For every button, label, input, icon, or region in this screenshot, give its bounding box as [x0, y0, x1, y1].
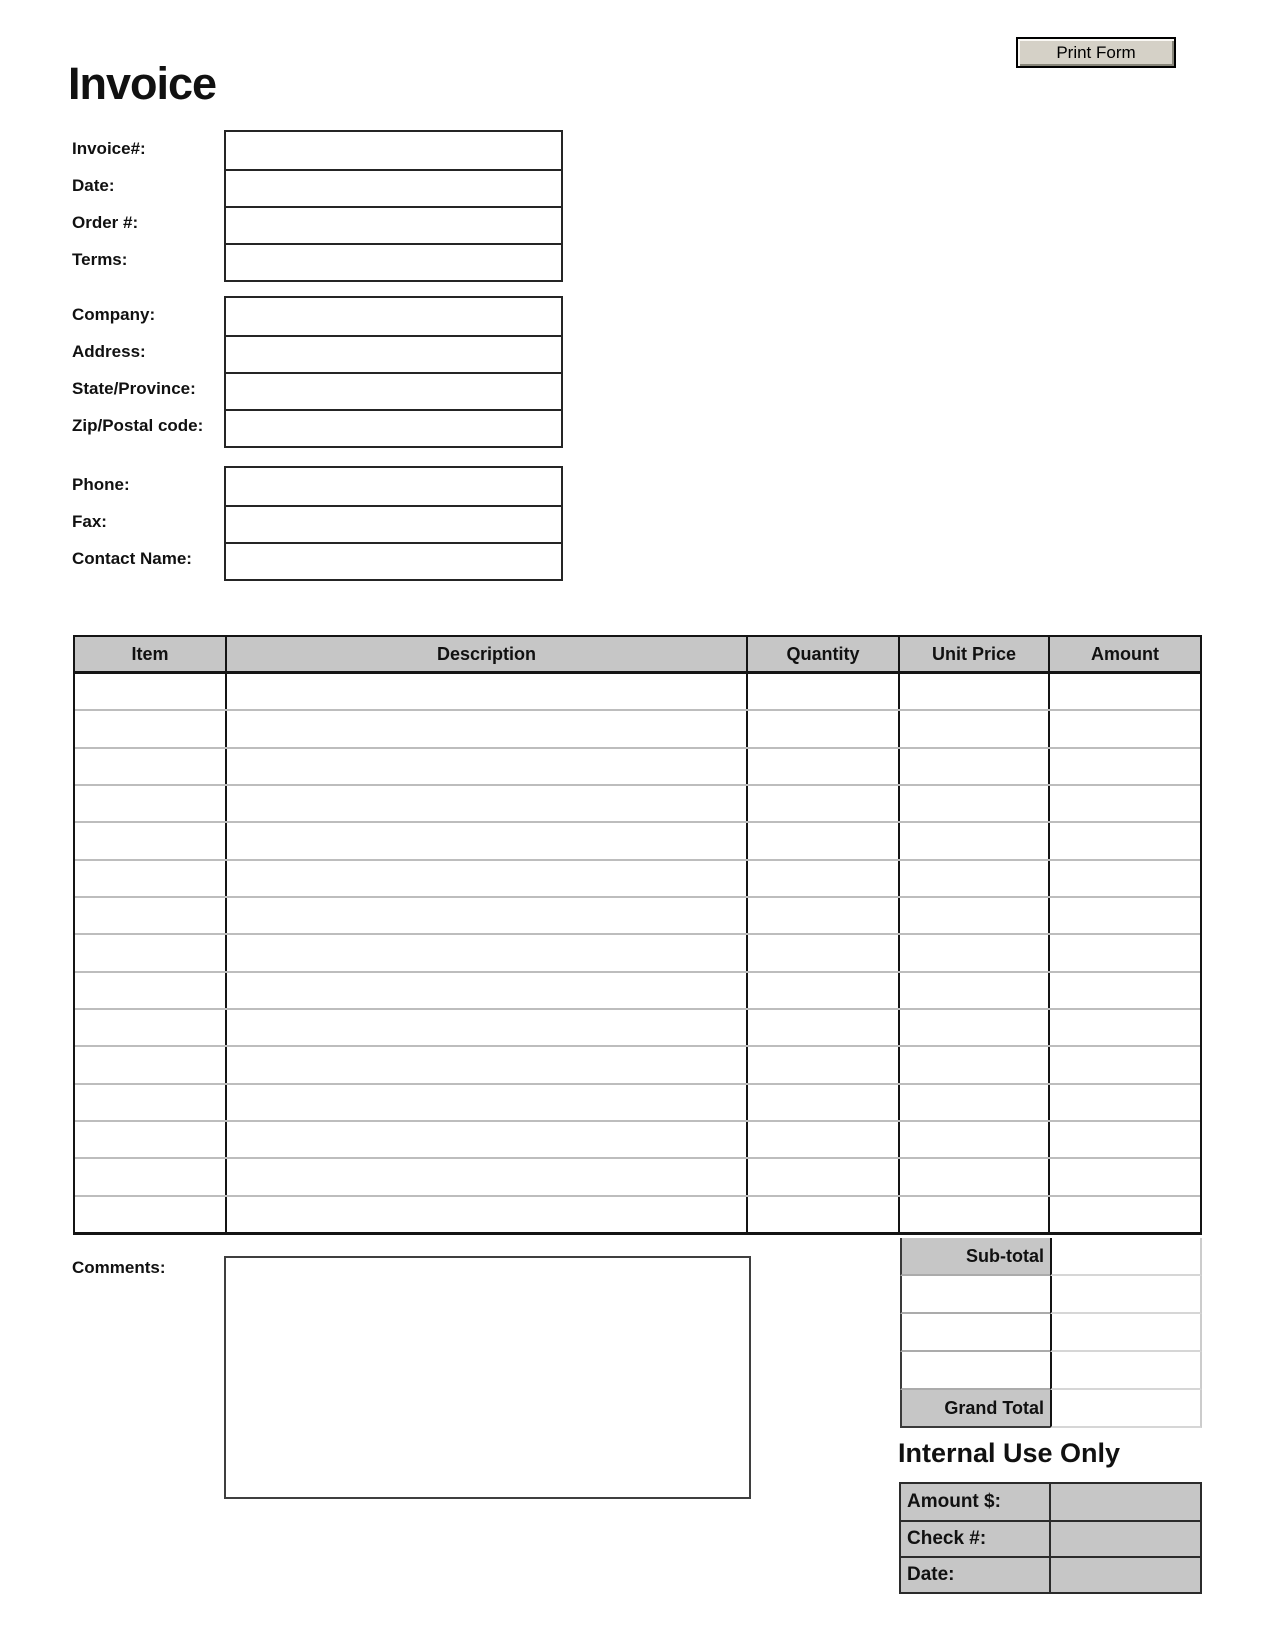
comments-label: Comments: [72, 1258, 166, 1277]
contact-name-input[interactable] [226, 542, 561, 579]
table-cell[interactable] [225, 1085, 746, 1120]
totals-spacer-value-box[interactable] [1050, 1314, 1202, 1352]
table-row [75, 896, 1200, 933]
table-cell[interactable] [75, 1010, 225, 1045]
table-cell[interactable] [1048, 823, 1200, 858]
table-cell[interactable] [898, 674, 1048, 709]
table-cell[interactable] [898, 786, 1048, 821]
page-title: Invoice [68, 58, 217, 109]
table-row [75, 971, 1200, 1008]
table-cell[interactable] [1048, 1197, 1200, 1232]
totals-spacer-value-box[interactable] [1050, 1276, 1202, 1314]
phone-label: Phone: [72, 474, 130, 494]
table-cell[interactable] [75, 1197, 225, 1232]
table-cell[interactable] [1048, 749, 1200, 784]
table-cell[interactable] [898, 1122, 1048, 1157]
table-cell[interactable] [75, 749, 225, 784]
table-cell[interactable] [225, 674, 746, 709]
zip-postal-code-label: Zip/Postal code: [72, 415, 204, 435]
table-cell[interactable] [225, 749, 746, 784]
table-cell[interactable] [1048, 1085, 1200, 1120]
table-cell[interactable] [746, 823, 898, 858]
terms-label: Terms: [72, 249, 128, 269]
line-items-table [73, 635, 1202, 1235]
terms-input[interactable] [226, 243, 561, 280]
order-number-input[interactable] [226, 206, 561, 243]
table-cell[interactable] [898, 823, 1048, 858]
table-cell[interactable] [746, 1085, 898, 1120]
table-cell[interactable] [75, 823, 225, 858]
table-cell[interactable] [1048, 674, 1200, 709]
table-cell[interactable] [75, 898, 225, 933]
invoice-number-label: Invoice#: [72, 138, 146, 158]
table-cell[interactable] [225, 1159, 746, 1194]
table-cell[interactable] [746, 973, 898, 1008]
table-cell[interactable] [1048, 935, 1200, 970]
table-cell[interactable] [1048, 861, 1200, 896]
table-cell[interactable] [746, 1197, 898, 1232]
fax-input[interactable] [226, 505, 561, 542]
internal-date-label: Date: [907, 1564, 955, 1585]
table-cell[interactable] [75, 935, 225, 970]
column-header-item: Item [131, 643, 169, 664]
phone-input[interactable] [226, 468, 561, 505]
address-label: Address: [72, 341, 146, 361]
company-label: Company: [72, 304, 156, 324]
table-cell[interactable] [898, 1085, 1048, 1120]
date-input[interactable] [226, 169, 561, 206]
totals-spacer-label [900, 1314, 1050, 1352]
internal-amount-label: Amount $: [907, 1491, 1001, 1512]
table-cell[interactable] [75, 674, 225, 709]
table-cell[interactable] [225, 1197, 746, 1232]
line-items-header-row [73, 635, 1202, 674]
table-cell[interactable] [746, 749, 898, 784]
table-cell[interactable] [75, 1047, 225, 1082]
table-cell[interactable] [225, 1010, 746, 1045]
table-row [75, 1008, 1200, 1045]
table-cell[interactable] [746, 786, 898, 821]
table-cell[interactable] [898, 1047, 1048, 1082]
internal-date-input[interactable] [1049, 1558, 1200, 1592]
invoice-number-input[interactable] [226, 132, 561, 169]
table-cell[interactable] [746, 861, 898, 896]
table-cell[interactable] [75, 1159, 225, 1194]
table-cell[interactable] [225, 1047, 746, 1082]
date-label: Date: [72, 175, 115, 195]
state-province-label: State/Province: [72, 378, 196, 398]
table-cell[interactable] [225, 1122, 746, 1157]
table-cell[interactable] [898, 898, 1048, 933]
table-cell[interactable] [898, 749, 1048, 784]
table-row [75, 1157, 1200, 1194]
table-cell[interactable] [225, 861, 746, 896]
table-cell[interactable] [1048, 1010, 1200, 1045]
line-items-body [73, 674, 1202, 1235]
company-input[interactable] [226, 298, 561, 335]
table-cell[interactable] [898, 1197, 1048, 1232]
table-cell[interactable] [225, 898, 746, 933]
table-cell[interactable] [898, 711, 1048, 746]
table-cell[interactable] [746, 711, 898, 746]
table-cell[interactable] [1048, 973, 1200, 1008]
table-row [75, 1083, 1200, 1120]
table-row [75, 821, 1200, 858]
table-cell[interactable] [225, 935, 746, 970]
subtotal-value-box[interactable] [1050, 1238, 1202, 1276]
totals-block [900, 1238, 1202, 1428]
table-cell[interactable] [225, 973, 746, 1008]
table-row [75, 784, 1200, 821]
table-cell[interactable] [746, 1047, 898, 1082]
table-cell[interactable] [1048, 1122, 1200, 1157]
table-cell[interactable] [75, 973, 225, 1008]
fax-label: Fax: [72, 511, 107, 531]
table-cell[interactable] [898, 973, 1048, 1008]
table-cell[interactable] [746, 1010, 898, 1045]
column-header-amount: Amount [1048, 637, 1200, 671]
contact-name-label: Contact Name: [72, 548, 192, 568]
table-cell[interactable] [1048, 1047, 1200, 1082]
column-header-description: Description [225, 637, 746, 671]
table-cell[interactable] [746, 674, 898, 709]
internal-amount-input[interactable] [1049, 1484, 1200, 1520]
company-info-group [72, 296, 563, 448]
internal-check-number-input[interactable] [1049, 1522, 1200, 1556]
table-row [75, 747, 1200, 784]
table-cell[interactable] [1048, 1159, 1200, 1194]
address-input[interactable] [226, 335, 561, 372]
invoice-info-group [72, 130, 563, 282]
comments-input[interactable] [224, 1256, 751, 1499]
column-header-unit-price: Unit Price [898, 637, 1048, 671]
table-row [75, 1120, 1200, 1157]
internal-check-number-label: Check #: [907, 1528, 987, 1549]
table-cell[interactable] [898, 861, 1048, 896]
grand-total-label: Grand Total [900, 1390, 1050, 1428]
totals-spacer-label [900, 1352, 1050, 1390]
table-cell[interactable] [75, 861, 225, 896]
table-cell[interactable] [1048, 711, 1200, 746]
table-cell[interactable] [898, 935, 1048, 970]
table-cell[interactable] [75, 786, 225, 821]
table-cell[interactable] [1048, 898, 1200, 933]
table-row [75, 1045, 1200, 1082]
table-row [75, 859, 1200, 896]
table-cell[interactable] [75, 711, 225, 746]
table-cell[interactable] [1048, 786, 1200, 821]
contact-info-group [72, 466, 563, 581]
table-row [75, 674, 1200, 709]
table-cell[interactable] [746, 898, 898, 933]
table-row [75, 933, 1200, 970]
totals-spacer-label [900, 1276, 1050, 1314]
table-cell[interactable] [75, 1122, 225, 1157]
table-cell[interactable] [225, 786, 746, 821]
table-row [75, 709, 1200, 746]
column-header-quantity: Quantity [746, 637, 898, 671]
table-row [75, 1195, 1200, 1232]
zip-postal-code-input[interactable] [226, 409, 561, 446]
internal-use-table [899, 1482, 1202, 1594]
table-cell[interactable] [898, 1010, 1048, 1045]
order-number-label: Order #: [72, 212, 139, 232]
print-form-button[interactable]: Print Form [1016, 37, 1176, 68]
table-cell[interactable] [746, 1159, 898, 1194]
state-province-input[interactable] [226, 372, 561, 409]
table-cell[interactable] [746, 935, 898, 970]
table-cell[interactable] [225, 823, 746, 858]
table-cell[interactable] [225, 711, 746, 746]
subtotal-label: Sub-total [900, 1238, 1050, 1276]
internal-use-heading: Internal Use Only [898, 1438, 1121, 1468]
table-cell[interactable] [898, 1159, 1048, 1194]
totals-spacer-value-box[interactable] [1050, 1352, 1202, 1390]
table-cell[interactable] [746, 1122, 898, 1157]
grand-total-value-box[interactable] [1050, 1390, 1202, 1428]
table-cell[interactable] [75, 1085, 225, 1120]
